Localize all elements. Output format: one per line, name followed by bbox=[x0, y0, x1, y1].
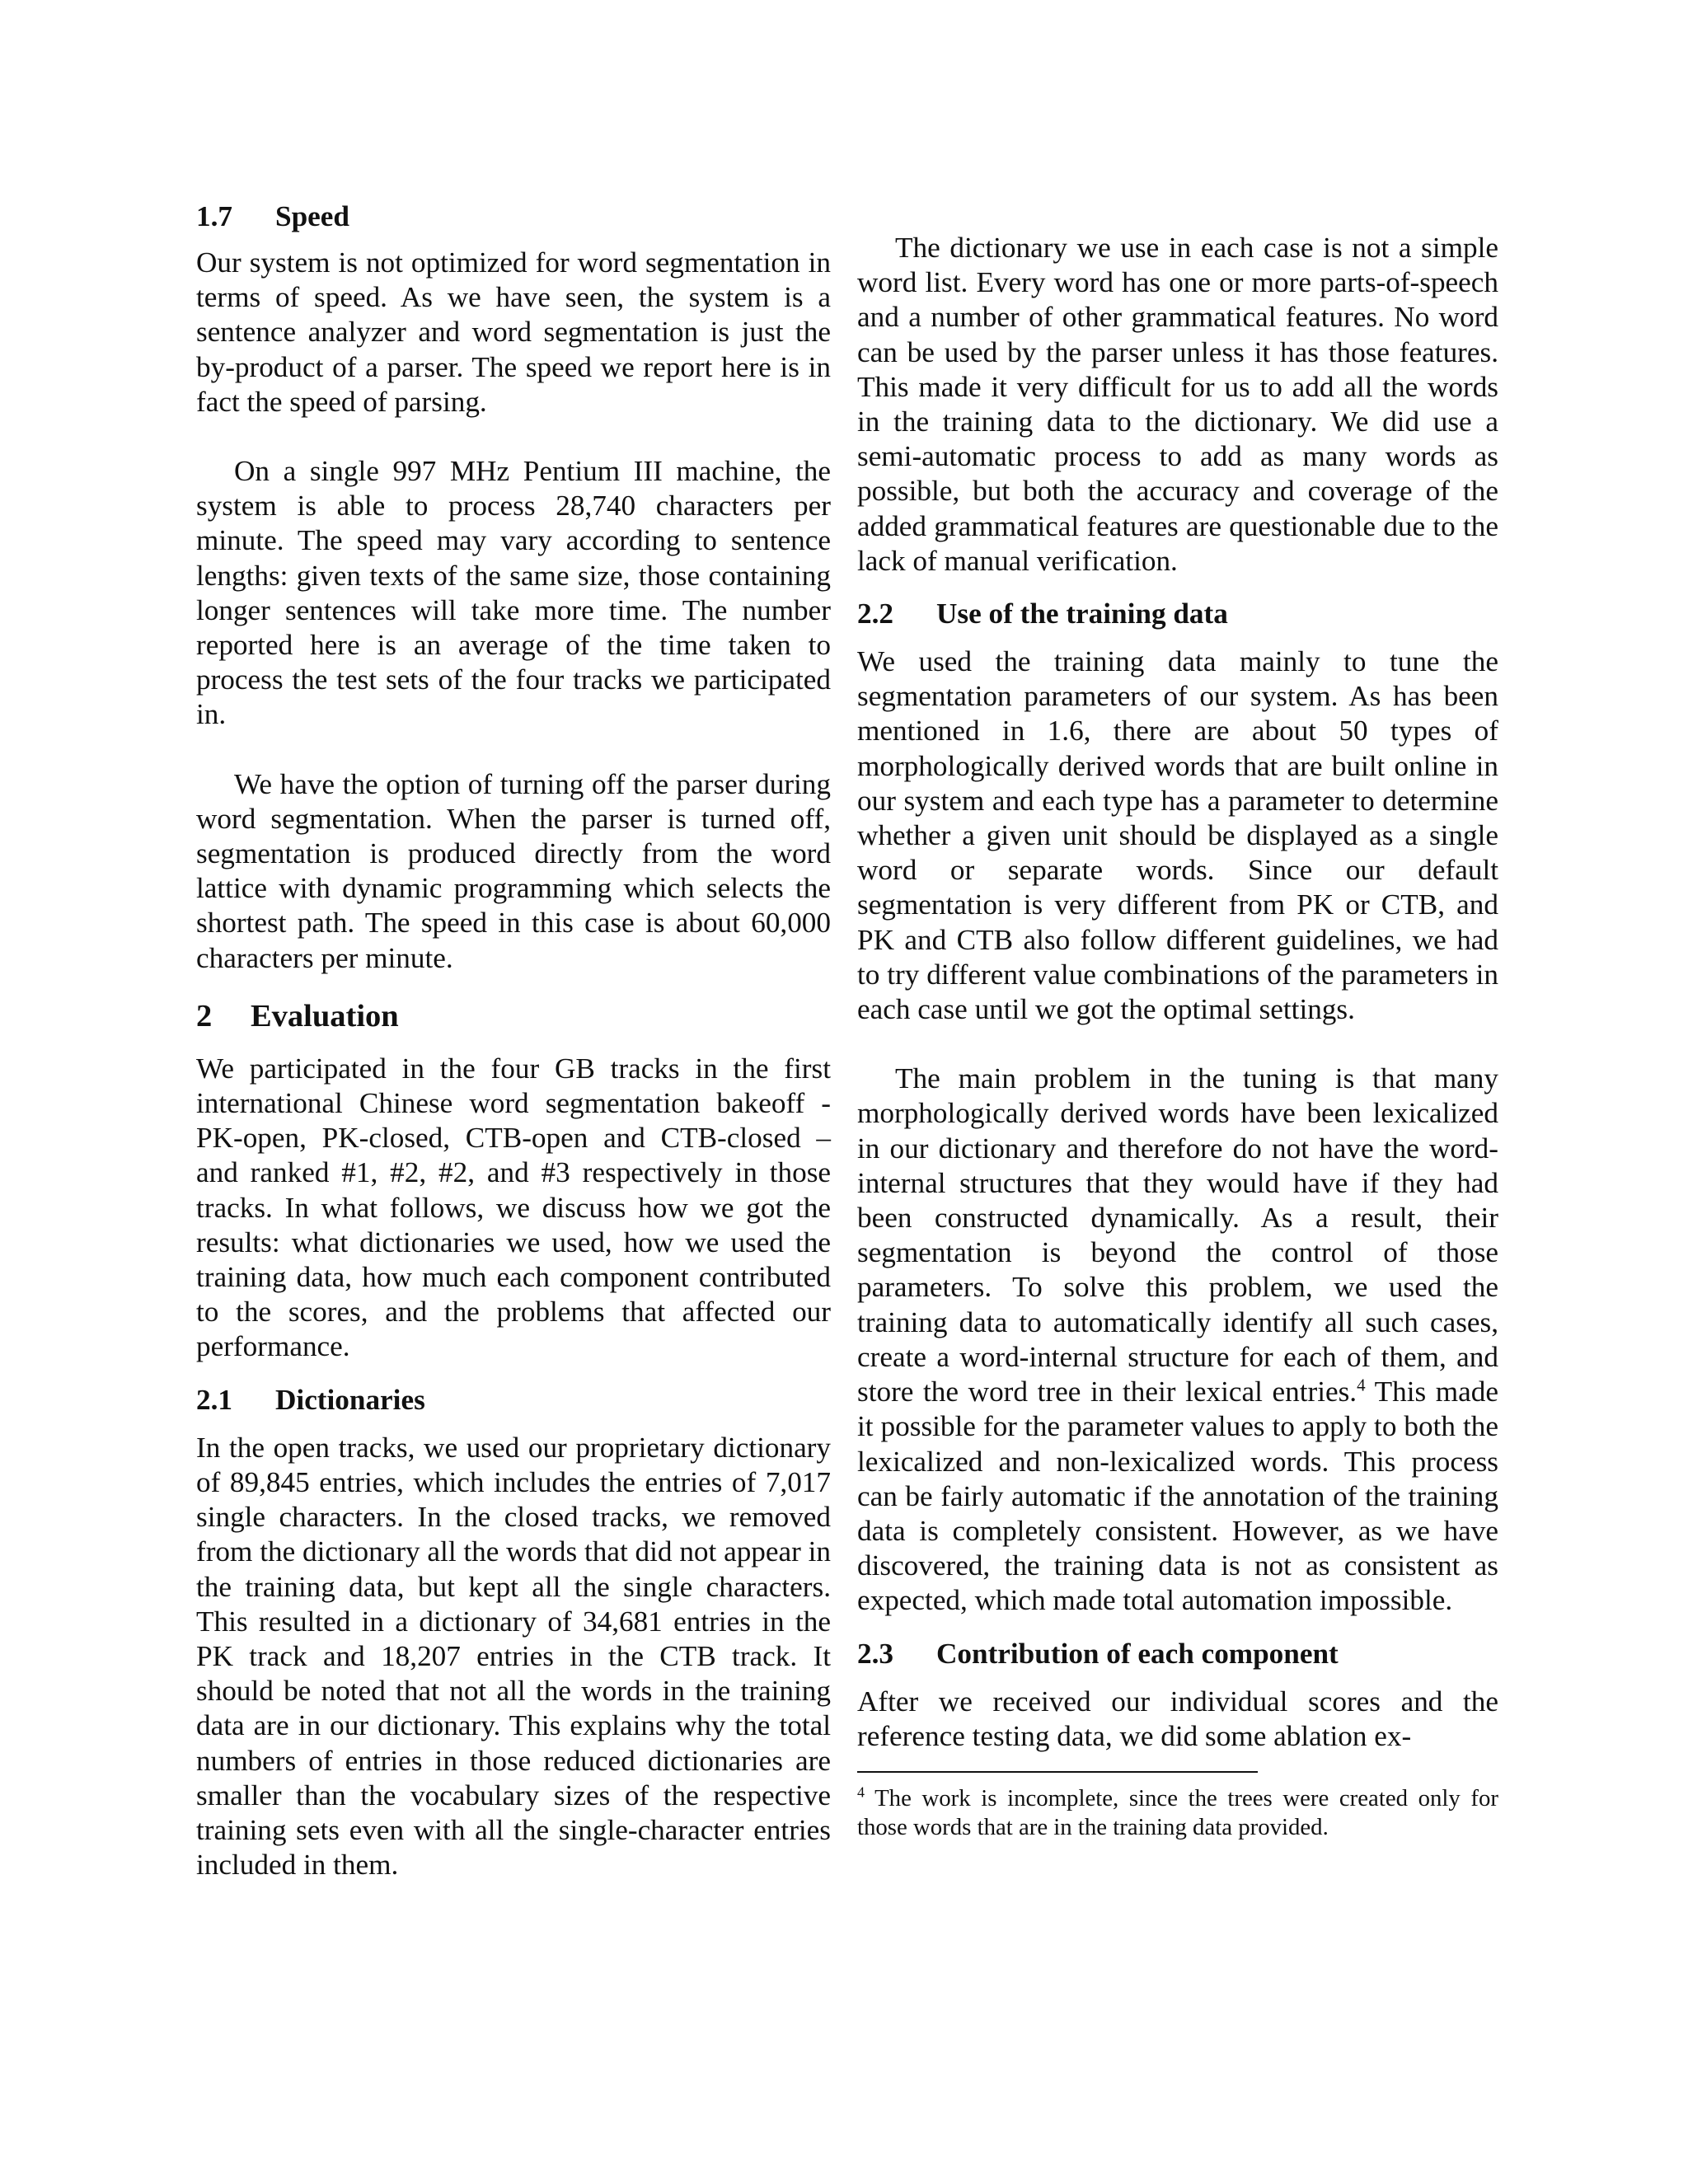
section-title: Evaluation bbox=[251, 998, 399, 1033]
training-paragraph-2-start: The main problem in the tuning is that many morphologically derived words have been lexicalized in our dictionary and therefore do not have the word-internal structures that they would have if they had been constructed dynamically. As a result, their segmentation is beyond the control of those parameters. To solve this problem, we used the training data to automatically identify all such cases, create a word-internal structure for each of them, and store the word tree in their lexical entries. bbox=[857, 1062, 1498, 1408]
training-paragraph-2 bbox=[857, 1062, 1498, 1618]
section-number: 1.7 bbox=[196, 200, 232, 232]
speed-paragraph-3: We have the option of turning off the parser during word segmentation. When the parser is turned off, segmentation is produced directly from the word lattice with dynamic programming which selects the shortest path. The speed in this case is about 60,000 characters per minute. bbox=[196, 767, 831, 974]
footnote-divider bbox=[857, 1771, 1258, 1773]
contribution-paragraph: After we received our individual scores and the reference testing data, we did some ablation ex- bbox=[857, 1685, 1498, 1752]
footnote-mark: 4 bbox=[857, 1783, 865, 1801]
speed-paragraph-2: On a single 997 MHz Pentium III machine, the system is able to process 28,740 characters per minute. The speed may vary according to sentence lengths: given texts of the same size, those containing longer sentences will take more time. The number reported here is an average of the time taken to process the test sets of the four tracks we participated in. bbox=[196, 455, 831, 731]
evaluation-paragraph: We participated in the four GB tracks in the first international Chinese word segmentation bakeoff - PK-open, PK-closed, CTB-open and CTB-closed – and ranked #1, #2, #2, and #3 respectively in those tracks. In what follows, we discuss how we got the results: what dictionaries we used, how we used the training data, how much each component contributed to the scores, and the problems that affected our performance. bbox=[196, 1052, 831, 1363]
section-heading-2 bbox=[196, 997, 831, 1035]
training-paragraph-2-end: This made it possible for the parameter values to apply to both the lexicalized and non-lexicalized words. This process can be fairly automatic if the annotation of the training data is completely consistent. However, as we have discovered, the training data is not as consistent as expected, which made total automation impossible. bbox=[857, 1376, 1499, 1617]
section-title: Contribution of each component bbox=[936, 1637, 1339, 1670]
section-number: 2 bbox=[196, 998, 213, 1033]
dictionaries-paragraph-1: In the open tracks, we used our proprietary dictionary of 89,845 entries, which includes the entries of 7,017 single characters. In the closed tracks, we removed from the dictionary all the words that did not appear in the training data, but kept all the single characters. This resulted in a dictionary of 34,681 entries in the PK track and 18,207 entries in the CTB track. It should be noted that not all the words in the training data are in our dictionary. This explains why the total numbers of entries in those reduced dictionaries are smaller than the vocabulary sizes of the respective training sets even with all the single-character entries included in them. bbox=[196, 1431, 832, 1882]
section-heading-2-2 bbox=[857, 597, 1498, 631]
section-title: Dictionaries bbox=[275, 1383, 425, 1416]
left-column bbox=[196, 190, 831, 1882]
section-heading-2-3 bbox=[857, 1637, 1498, 1671]
section-title: Use of the training data bbox=[936, 598, 1228, 630]
footnote bbox=[857, 1784, 1498, 1842]
section-number: 2.3 bbox=[857, 1637, 893, 1670]
right-column bbox=[857, 231, 1498, 1842]
section-number: 2.2 bbox=[857, 598, 893, 630]
section-title: Speed bbox=[275, 200, 349, 232]
section-heading-2-1 bbox=[196, 1383, 831, 1418]
dictionaries-paragraph-2: The dictionary we use in each case is not a simple word list. Every word has one or more parts-of-speech and a number of other grammatical features. No word can be used by the parser unless it has those features. This made it very difficult for us to add all the words in the training data to the dictionary. We did use a semi-automatic process to add as many words as possible, but both the accuracy and coverage of the added grammatical features are questionable due to the lack of manual verification. bbox=[857, 232, 1498, 577]
footnote-text: The work is incomplete, since the trees were created only for those words that are in the training data provided. bbox=[857, 1784, 1498, 1840]
training-paragraph-1: We used the training data mainly to tune the segmentation parameters of our system. As has been mentioned in 1.6, there are about 50 types of morphologically derived words that are built online in our system and each type has a parameter to determine whether a given unit should be displayed as a single word or separate words. Since our default segmentation is very different from PK or CTB, and PK and CTB also follow different guidelines, we had to try different value combinations of the parameters in each case until we got the optimal settings. bbox=[857, 645, 1498, 1026]
footnote-reference: 4 bbox=[1357, 1375, 1366, 1395]
section-heading-1-7 bbox=[196, 199, 831, 234]
section-number: 2.1 bbox=[196, 1383, 232, 1416]
speed-paragraph-1: Our system is not optimized for word segmentation in terms of speed. As we have seen, the system is a sentence analyzer and word segmentation is just the by-product of a parser. The speed we report here is in fact the speed of parsing. bbox=[196, 246, 831, 418]
